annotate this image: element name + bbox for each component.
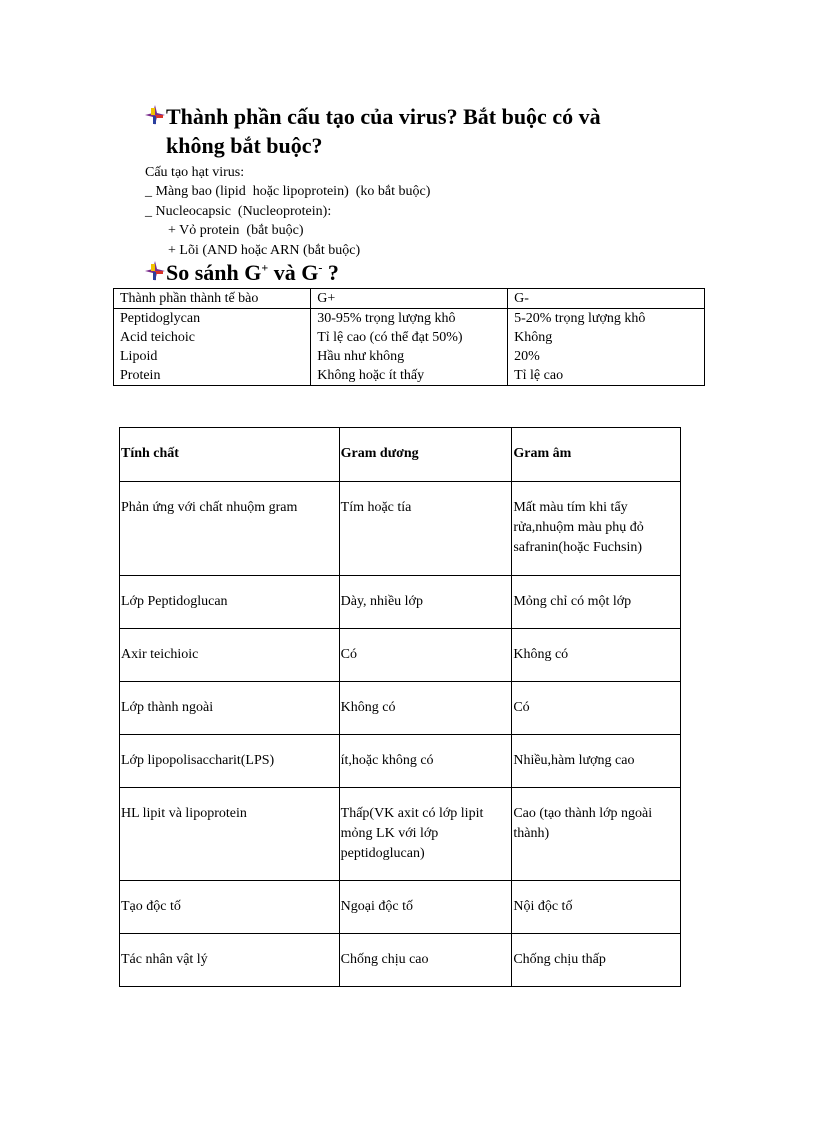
- section2-heading-sup: -: [318, 260, 323, 275]
- table-header-cell: G+: [311, 289, 508, 309]
- table-cell: ít,hoặc không có: [339, 735, 512, 788]
- table-header-cell: G-: [508, 289, 705, 309]
- section1-heading-line2: không bắt buộc?: [166, 133, 323, 158]
- virus-structure-line: + Vỏ protein (bắt buộc): [168, 223, 304, 238]
- table-cell: Không có: [512, 629, 681, 682]
- composition-table: [113, 288, 705, 386]
- cell-line: Tỉ lệ cao (có thể đạt 50%): [317, 330, 463, 345]
- section2-heading-mid: và G: [268, 260, 319, 285]
- cell-line: 5-20% trọng lượng khô: [514, 311, 646, 326]
- bullet-star-icon: [144, 104, 166, 126]
- gram-comparison-table: [119, 427, 681, 987]
- table-cell: Tím hoặc tía: [339, 482, 512, 576]
- table-cell: Mất màu tím khi tẩy rửa,nhuộm màu phụ đỏ safranin(hoặc Fuchsin): [512, 482, 681, 576]
- table-cell: Có: [512, 682, 681, 735]
- section1-heading: [144, 102, 601, 160]
- table-cell: Axir teichioic: [120, 629, 340, 682]
- table-row: [120, 482, 681, 576]
- table-cell: Có: [339, 629, 512, 682]
- table-cell: Cao (tạo thành lớp ngoài thành): [512, 788, 681, 881]
- table-header-cell: Gram dương: [339, 428, 512, 482]
- section2-heading-sup: +: [261, 260, 269, 275]
- table-cell: Dày, nhiều lớp: [339, 576, 512, 629]
- virus-structure-line: _ Nucleocapsic (Nucleoprotein):: [145, 204, 332, 219]
- table-cell: Ngoại độc tố: [339, 881, 512, 934]
- table-cell: Chống chịu thấp: [512, 934, 681, 987]
- cell-line: Protein: [120, 368, 161, 383]
- table-cell: [311, 309, 508, 386]
- section2-heading-prefix: So sánh G: [166, 260, 262, 285]
- cell-line: 20%: [514, 349, 540, 364]
- virus-structure-line: + Lõi (AND hoặc ARN (bắt buộc): [168, 243, 361, 258]
- table-cell: Không có: [339, 682, 512, 735]
- table-cell: Nội độc tố: [512, 881, 681, 934]
- section2-heading-suffix: ?: [322, 260, 339, 285]
- table-cell: HL lipit và lipoprotein: [120, 788, 340, 881]
- table-row: [120, 629, 681, 682]
- table-row: [120, 682, 681, 735]
- table-cell: Lớp lipopolisaccharit(LPS): [120, 735, 340, 788]
- table-row: [120, 934, 681, 987]
- cell-line: Acid teichoic: [120, 330, 196, 345]
- cell-line: Tỉ lệ cao: [514, 368, 564, 383]
- cell-line: 30-95% trọng lượng khô: [317, 311, 456, 326]
- table-row: [120, 881, 681, 934]
- table-header-cell: Thành phần thành tế bào: [114, 289, 311, 309]
- table-cell: Lớp thành ngoài: [120, 682, 340, 735]
- table-header-cell: Gram âm: [512, 428, 681, 482]
- table-cell: Lớp Peptidoglucan: [120, 576, 340, 629]
- table-header-cell: Tính chất: [120, 428, 340, 482]
- cell-line: Peptidoglycan: [120, 311, 201, 326]
- section1-heading-line1: Thành phần cấu tạo của virus? Bắt buộc có và: [166, 104, 601, 129]
- virus-structure-line: _ Màng bao (lipid hoặc lipoprotein) (ko bắt buộc): [145, 184, 431, 199]
- table-cell: Chống chịu cao: [339, 934, 512, 987]
- table-cell: Tác nhân vật lý: [120, 934, 340, 987]
- table-cell: [508, 309, 705, 386]
- table-cell: Tạo độc tố: [120, 881, 340, 934]
- section2-heading: [144, 258, 339, 287]
- table-row: [120, 735, 681, 788]
- table-cell: Phản ứng với chất nhuộm gram: [120, 482, 340, 576]
- cell-line: Không hoặc ít thấy: [317, 368, 425, 383]
- table-cell: Thấp(VK axit có lớp lipit mỏng LK với lớp peptidoglucan): [339, 788, 512, 881]
- table-cell: [114, 309, 311, 386]
- cell-line: Lipoid: [120, 349, 158, 364]
- table-header-row: [120, 428, 681, 482]
- table-row: [120, 788, 681, 881]
- table-cell: Nhiều,hàm lượng cao: [512, 735, 681, 788]
- cell-line: Không: [514, 330, 553, 345]
- bullet-star-icon: [144, 260, 166, 282]
- table-cell: Mỏng chỉ có một lớp: [512, 576, 681, 629]
- cell-line: Hầu như không: [317, 349, 405, 364]
- virus-structure-line: Cấu tạo hạt virus:: [145, 165, 245, 180]
- table-row: [120, 576, 681, 629]
